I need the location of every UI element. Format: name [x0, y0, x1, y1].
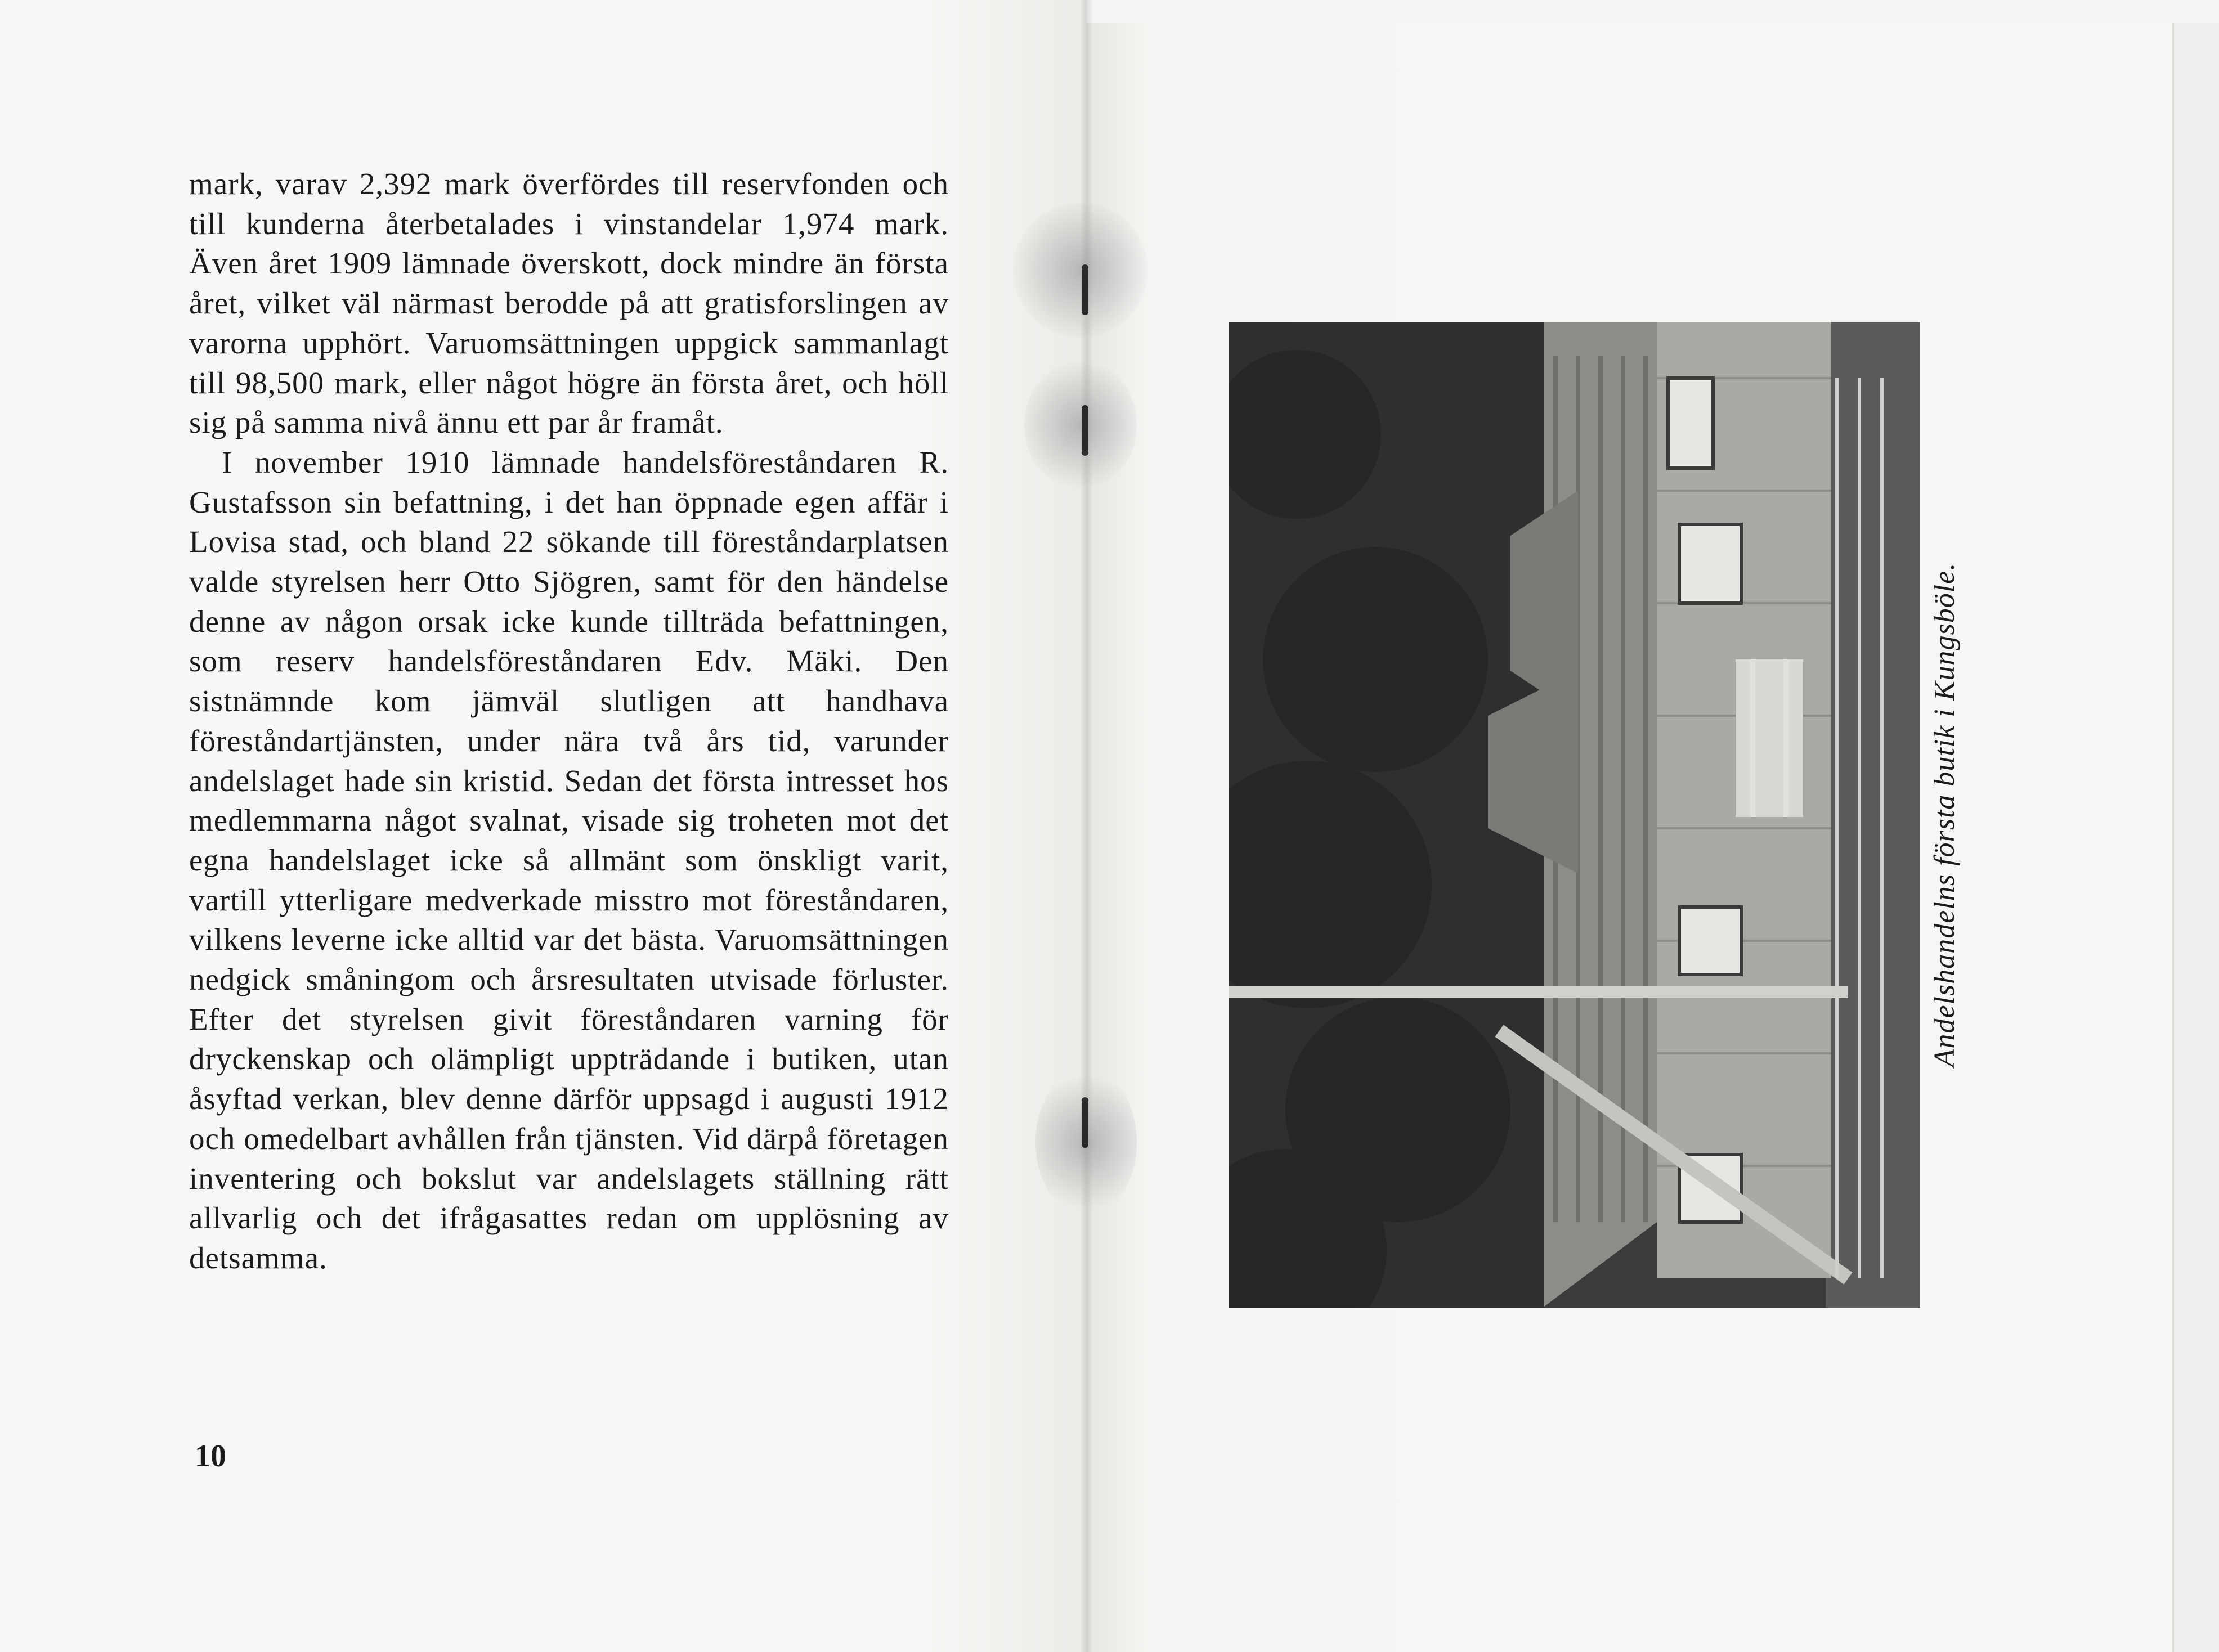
photo-caption: Andelshandelns första butik i Kungsböle. — [1929, 562, 1961, 1067]
binding-stain — [1024, 360, 1137, 490]
staple — [1082, 405, 1088, 456]
paragraph-2: I november 1910 lämnade handelsföreståndaren R. Gustafsson sin befattning, i det han öppnade egen affär i Lovisa stad, och bland 22 sökande till föreståndarplatsen valde styrelsen herr Otto Sjögren, samt för den händelse denne av någon orsak icke kunde tillträda befattningen, som reserv handelsföreståndaren Edv. Mäki. Den sistnämnde kom jämväl slutligen att handhava föreståndartjänsten, under nära två års tid, varunder andelslaget hade sin kristid. Sedan det första intresset hos medlemmarna något svalnat, visade sig troheten mot det egna handelslaget icke så allmänt som önskligt varit, vartill ytterligare medverkade misstro mot föreståndaren, vilkens leverne icke alltid var det bästa. Varuomsättningen nedgick småningom och årsresultaten utvisade förluster. Efter det styrelsen givit föreståndaren varning för dryckenskap och olämpligt uppträdande i butiken, utan åsyftad verkan, blev denne därför uppsagd i augusti 1912 och omedelbart avhållen från tjänsten. Vid därpå företagen inventering och bokslut var andelslagets ställning rätt allvarlig och det ifrågasattes redan om upplösning av detsamma. — [189, 445, 949, 1275]
page-number: 10 — [195, 1439, 226, 1474]
store-photograph — [1229, 322, 1920, 1308]
photo-illustration — [1229, 322, 1920, 1308]
left-page — [0, 0, 1086, 1652]
paragraph-1: mark, varav 2,392 mark överfördes till reservfonden och till kunderna återbetalades i vinstandelar 1,974 mark. Även året 1909 lämnade överskott, dock mindre än första året, vilket väl närmast berodde på att gratisforslingen av varorna upphört. Varuomsättningen uppgick sammanlagt till 98,500 mark, eller något högre än första året, och höll sig på samma nivå ännu ett par år framåt. — [189, 167, 949, 440]
staple — [1082, 1097, 1088, 1148]
page-edge — [2174, 23, 2219, 1652]
body-text — [189, 164, 949, 1278]
binding-stain — [1013, 203, 1148, 338]
staple — [1082, 264, 1088, 315]
